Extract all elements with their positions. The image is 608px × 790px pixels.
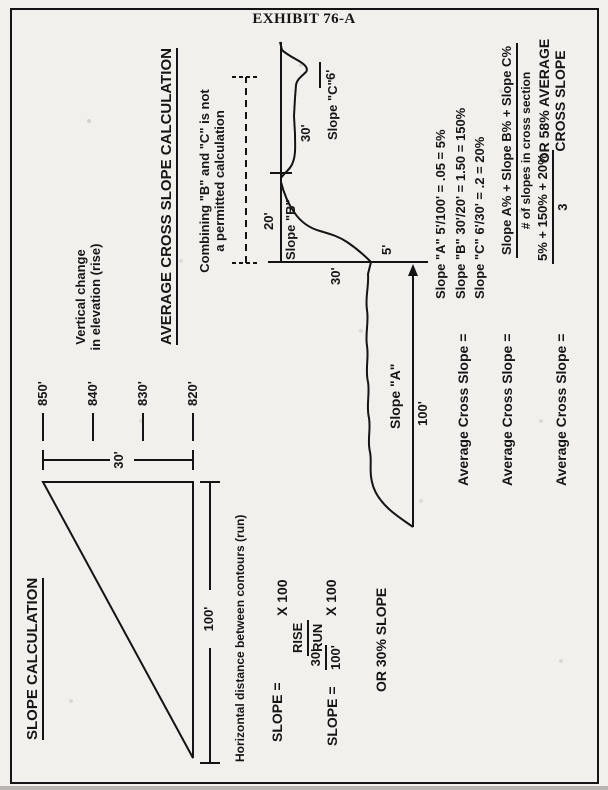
- formula1-denominator: RUN: [309, 623, 325, 652]
- formula2-denominator: 100': [327, 645, 343, 670]
- rise-a-label: 5': [379, 244, 394, 255]
- formula1-lhs: SLOPE =: [269, 682, 285, 742]
- not-permitted-note-line1: Combining "B" and "C" is not: [197, 89, 212, 273]
- rise-annotation-line1: Vertical change: [73, 249, 88, 345]
- not-permitted-note-line2: a permitted calculation: [211, 110, 227, 252]
- avg-cross-slope-label-1: Average Cross Slope =: [455, 333, 471, 486]
- rise-c-label: 6': [323, 69, 338, 80]
- contour-label-850: 850': [35, 381, 50, 406]
- avg-cross-slope-label-3: Average Cross Slope =: [553, 333, 569, 486]
- scan-bottom-edge: [0, 786, 608, 790]
- cross-slope-result-line2: CROSS SLOPE: [552, 50, 569, 152]
- formula2-multiplier: X 100: [323, 579, 339, 616]
- run-dim-label: 100': [201, 606, 216, 632]
- slope-equations: [431, 108, 490, 299]
- symbolic-fraction: [499, 43, 533, 258]
- run-b-label: 20': [261, 212, 276, 230]
- cross-calc-title: AVERAGE CROSS SLOPE CALCULATION: [158, 48, 178, 345]
- formula1-numerator: RISE: [290, 620, 309, 656]
- formula1-multiplier: X 100: [274, 579, 290, 616]
- slope-a-label: Slope "A": [387, 363, 403, 429]
- not-permitted-note: [198, 66, 228, 296]
- avg-cross-slope-label-2: Average Cross Slope =: [499, 333, 515, 486]
- formula2-lhs: SLOPE =: [324, 686, 340, 746]
- slope-c-label: Slope "C": [325, 79, 340, 140]
- slope-a-equation: Slope "A" 5'/100' = .05 = 5%: [433, 129, 448, 299]
- terrain-profile: [280, 42, 413, 527]
- baseline-arrowhead: [408, 264, 418, 276]
- slope-b-label: Slope "B": [283, 199, 298, 260]
- formula2-fraction: [308, 645, 343, 670]
- run-annotation: Horizontal distance between contours (run): [233, 514, 247, 762]
- rise-annotation: [74, 236, 104, 358]
- slope-result: OR 30% SLOPE: [373, 587, 389, 692]
- contour-label-830: 830': [135, 381, 150, 406]
- scan-noise-speckles: [0, 0, 2, 2]
- value-fraction-denominator: 3: [554, 203, 570, 211]
- slope-calc-title: SLOPE CALCULATION: [24, 578, 44, 740]
- rotated-landscape-content: [12, 12, 596, 782]
- rise-dim-label: 30': [111, 451, 126, 469]
- formula2-numerator: 30': [308, 645, 327, 670]
- slope-c-equation: Slope "C" 6'/30' = .2 = 20%: [472, 136, 487, 299]
- cross-slope-result-line1: OR 58% AVERAGE: [536, 38, 552, 164]
- symbolic-fraction-denominator: # of slopes in cross section: [518, 71, 533, 230]
- run-a-label: 100': [415, 401, 430, 426]
- rise-annotation-line2: in elevation (rise): [87, 243, 103, 351]
- symbolic-fraction-numerator: Slope A% + Slope B% + Slope C%: [499, 43, 518, 258]
- value-fraction: [535, 150, 570, 264]
- slope-b-equation: Slope "B" 30'/20' = 1.50 = 150%: [452, 107, 468, 299]
- contour-label-840: 840': [85, 381, 100, 406]
- height-b-label: 30': [328, 267, 343, 285]
- contour-label-820: 820': [185, 381, 200, 406]
- value-fraction-numerator: 5% + 150% + 20%: [535, 150, 554, 264]
- cross-slope-result: [536, 36, 568, 166]
- contour-triangle: [43, 482, 193, 758]
- exhibit-label: EXHIBIT 76-A: [252, 11, 356, 27]
- run-c-label: 30': [298, 124, 313, 142]
